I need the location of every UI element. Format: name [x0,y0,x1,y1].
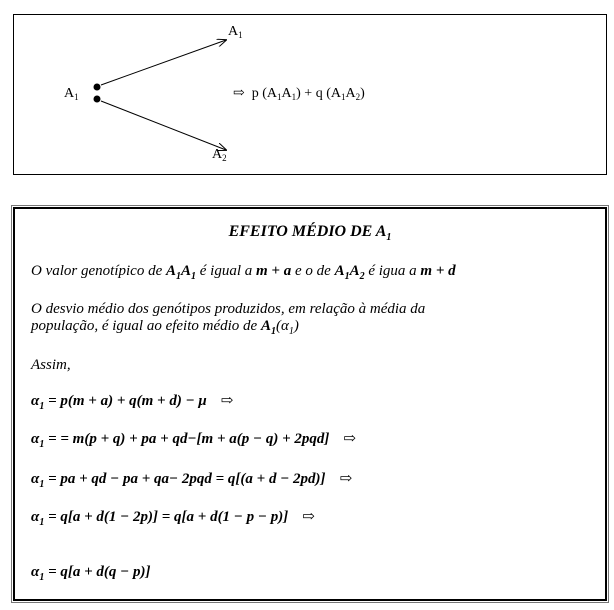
parent-allele-label: $A_1$ [64,86,79,102]
implies-arrow-icon: ⇨ [220,393,234,409]
gamete-dot-upper [94,84,101,91]
gamete-dot-lower [94,96,101,103]
equation-4: $\alpha_1 = q[a + d(1 - 2p)] = q[a + d(1 - p - p)]$ ⇨ [31,509,315,528]
mean-deviation-line: O desvio médio dos genótipos produzidos, em relação à média da [31,301,426,317]
equation-3: $\alpha_1$ = pa + qd − pa + qa− 2pqd = q[(a + d − 2pd)] ⇨ [31,471,353,490]
implies-arrow-icon: ⇨ [339,471,353,487]
equation-2: $\alpha_1$ = = m(p + q) + pa + qd−[m + a(p − q) + 2pqd] ⇨ [31,431,356,450]
offspring-formula: ⇨ p $(A_1A_1) + q$ $(A_1A_2)$ [233,86,365,102]
average-effect-box [13,207,607,601]
lower-allele-label: $A_2$ [212,147,227,163]
genotypic-value-line: O valor genotípico de $A_1A_1$ é igual a m + a e o de $A_1A_2$ é igua a m + d [31,263,456,282]
population-line: população, é igual ao efeito médio de $A_1(\alpha_1)$ [31,318,299,337]
assim-label: Assim, [31,357,71,373]
lower-arrow [101,101,226,150]
upper-allele-label: $A_1$ [228,24,243,40]
upper-arrow [101,40,226,85]
implies-arrow-icon: ⇨ [302,509,315,525]
implies-arrow-icon: ⇨ [233,86,245,101]
equation-1: $\alpha_1 = p(m + a) + q(m + d) - \mu$ ⇨ [31,393,234,412]
section-title: EFEITO MÉDIO DE $A_1$ [228,223,392,243]
implies-arrow-icon: ⇨ [343,431,356,447]
crossing-diagram [13,14,607,175]
equation-5: $\alpha_1 = q[a + d(q - p)]$ [31,564,151,583]
